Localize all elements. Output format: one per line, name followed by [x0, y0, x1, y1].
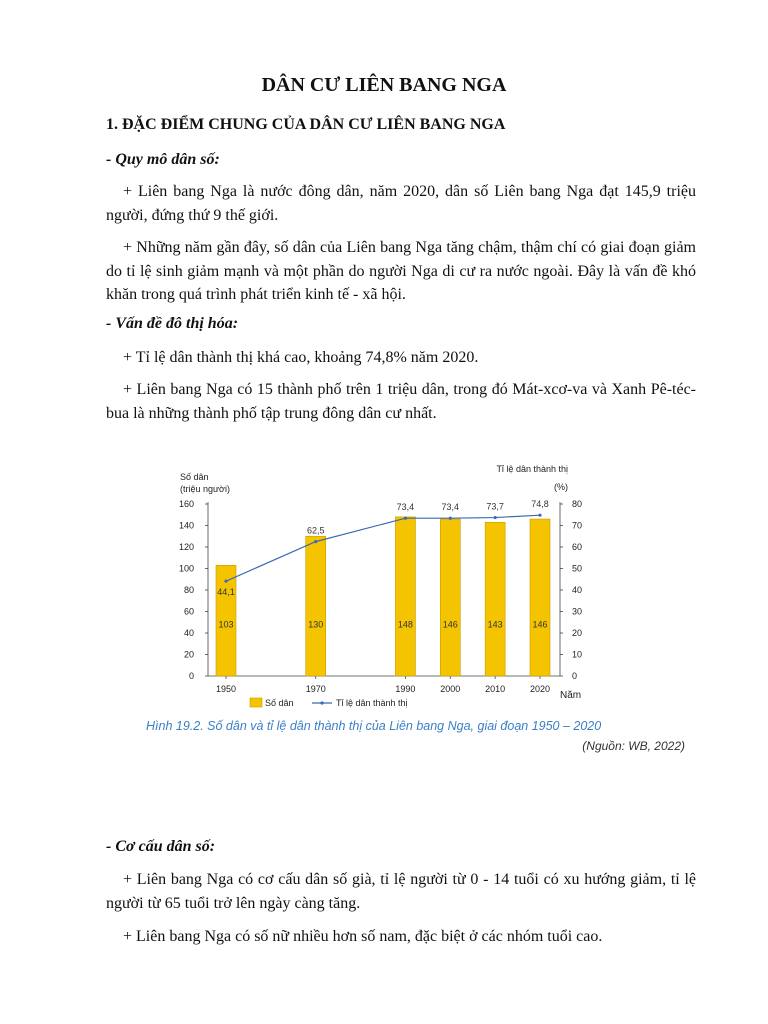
population-chart-figure: [140, 440, 700, 760]
paragraph-population-size: + Liên bang Nga là nước đông dân, năm 2020, dân số Liên bang Nga đạt 145,9 triệu người, đứng thứ 9 thế giới.: [106, 183, 696, 224]
urban-rate-label: 73,4: [396, 502, 415, 513]
urban-rate-point: [224, 580, 227, 583]
section-heading: 1. ĐẶC ĐIỂM CHUNG CỦA DÂN CƯ LIÊN BANG NGA: [106, 116, 506, 133]
legend-line-label: Tỉ lệ dân thành thị: [336, 698, 408, 708]
right-axis-tick-label: 30: [572, 606, 583, 617]
bar-value-label: 143: [487, 619, 503, 630]
figure-caption: Hình 19.2. Số dân và tỉ lệ dân thành thị của Liên bang Nga, giai đoạn 1950 – 2020: [146, 719, 602, 733]
left-axis-tick-label: 80: [183, 585, 194, 595]
left-axis-tick-label: 140: [178, 520, 194, 531]
bar-population: [306, 536, 326, 676]
left-axis-tick-label: 120: [178, 542, 194, 552]
subheading-urbanization: - Vấn đề đô thị hóa:: [106, 315, 239, 332]
bar-value-label: 103: [218, 619, 234, 630]
population-chart: [140, 440, 700, 760]
right-axis-tick-label: 70: [572, 520, 583, 531]
left-axis-title-line2: (triệu người): [180, 484, 230, 494]
right-axis-tick-label: 0: [572, 671, 578, 681]
left-axis-tick-label: 20: [183, 649, 194, 660]
urban-rate-point: [449, 517, 452, 520]
urban-rate-label: 74,8: [531, 499, 549, 510]
paragraph-age-structure: + Liên bang Nga có cơ cấu dân số già, tỉ lệ người từ 0 - 14 tuổi có xu hướng giảm, tỉ lệ người từ 65 tuổi trở lên ngày càng tăng.: [106, 871, 696, 912]
x-axis-tick-label: 2010: [485, 684, 506, 694]
urban-rate-point: [538, 514, 541, 517]
urban-rate-label: 73,7: [486, 501, 504, 512]
x-axis-title: Năm: [560, 690, 582, 701]
left-axis-tick-label: 60: [183, 606, 194, 617]
bar-population: [440, 519, 460, 676]
right-axis-title-line1: Tỉ lệ dân thành thị: [496, 464, 568, 474]
bar-population: [485, 522, 505, 676]
x-axis-tick-label: 1990: [395, 684, 416, 694]
urban-rate-label: 62,5: [306, 525, 325, 536]
legend-line-marker: [320, 701, 323, 704]
left-axis-tick-label: 160: [178, 499, 194, 509]
bar-value-label: 146: [532, 619, 548, 630]
bar-population: [395, 517, 415, 676]
left-axis-tick-label: 0: [188, 671, 194, 681]
left-axis-tick-label: 40: [183, 628, 194, 638]
urban-rate-label: 44,1: [217, 587, 235, 598]
x-axis-tick-label: 2020: [529, 684, 551, 694]
page-title: DÂN CƯ LIÊN BANG NGA: [261, 74, 507, 96]
paragraph-gender-structure: + Liên bang Nga có số nữ nhiều hơn số nam, đặc biệt ở các nhóm tuổi cao.: [123, 928, 603, 945]
bar-value-label: 146: [442, 619, 458, 630]
urban-rate-point: [494, 516, 497, 519]
right-axis-tick-label: 40: [572, 585, 583, 595]
figure-source: (Nguồn: WB, 2022): [582, 739, 685, 753]
left-axis-tick-label: 100: [178, 563, 194, 574]
right-axis-tick-label: 60: [572, 542, 583, 552]
right-axis-tick-label: 10: [572, 649, 583, 660]
right-axis-tick-label: 20: [572, 628, 583, 638]
right-axis-tick-label: 50: [572, 563, 583, 574]
bar-population: [530, 519, 550, 676]
x-axis-tick-label: 2000: [440, 684, 461, 694]
paragraph-population-growth: + Những năm gần đây, số dân của Liên bang Nga tăng chậm, thậm chí có giai đoạn giảm do tỉ lệ sinh giảm mạnh và một phần do người Nga di cư ra nước ngoài. Đây là vấn đề khó khăn trong quá trình phát triển kinh tế - xã hội.: [106, 239, 696, 303]
subheading-population-structure: - Cơ cấu dân số:: [106, 838, 216, 855]
right-axis-title-line2: (%): [554, 482, 568, 492]
urban-rate-label: 73,4: [441, 502, 460, 513]
legend-bar-label: Số dân: [265, 698, 294, 708]
bar-value-label: 130: [308, 619, 324, 630]
legend-bar-swatch: [250, 698, 262, 707]
right-axis-tick-label: 80: [572, 499, 583, 509]
paragraph-large-cities: + Liên bang Nga có 15 thành phố trên 1 triệu dân, trong đó Mát-xcơ-va và Xanh Pê-téc-bua là những thành phố tập trung đông dân cư nhất.: [106, 381, 696, 422]
paragraph-urban-rate: + Tỉ lệ dân thành thị khá cao, khoảng 74,8% năm 2020.: [123, 349, 479, 366]
left-axis-title-line1: Số dân: [180, 472, 209, 482]
bar-value-label: 148: [397, 619, 413, 630]
urban-rate-point: [314, 540, 317, 543]
subheading-population-scale: - Quy mô dân số:: [106, 151, 220, 168]
urban-rate-point: [404, 517, 407, 520]
x-axis-tick-label: 1970: [305, 684, 326, 694]
x-axis-tick-label: 1950: [215, 684, 237, 694]
